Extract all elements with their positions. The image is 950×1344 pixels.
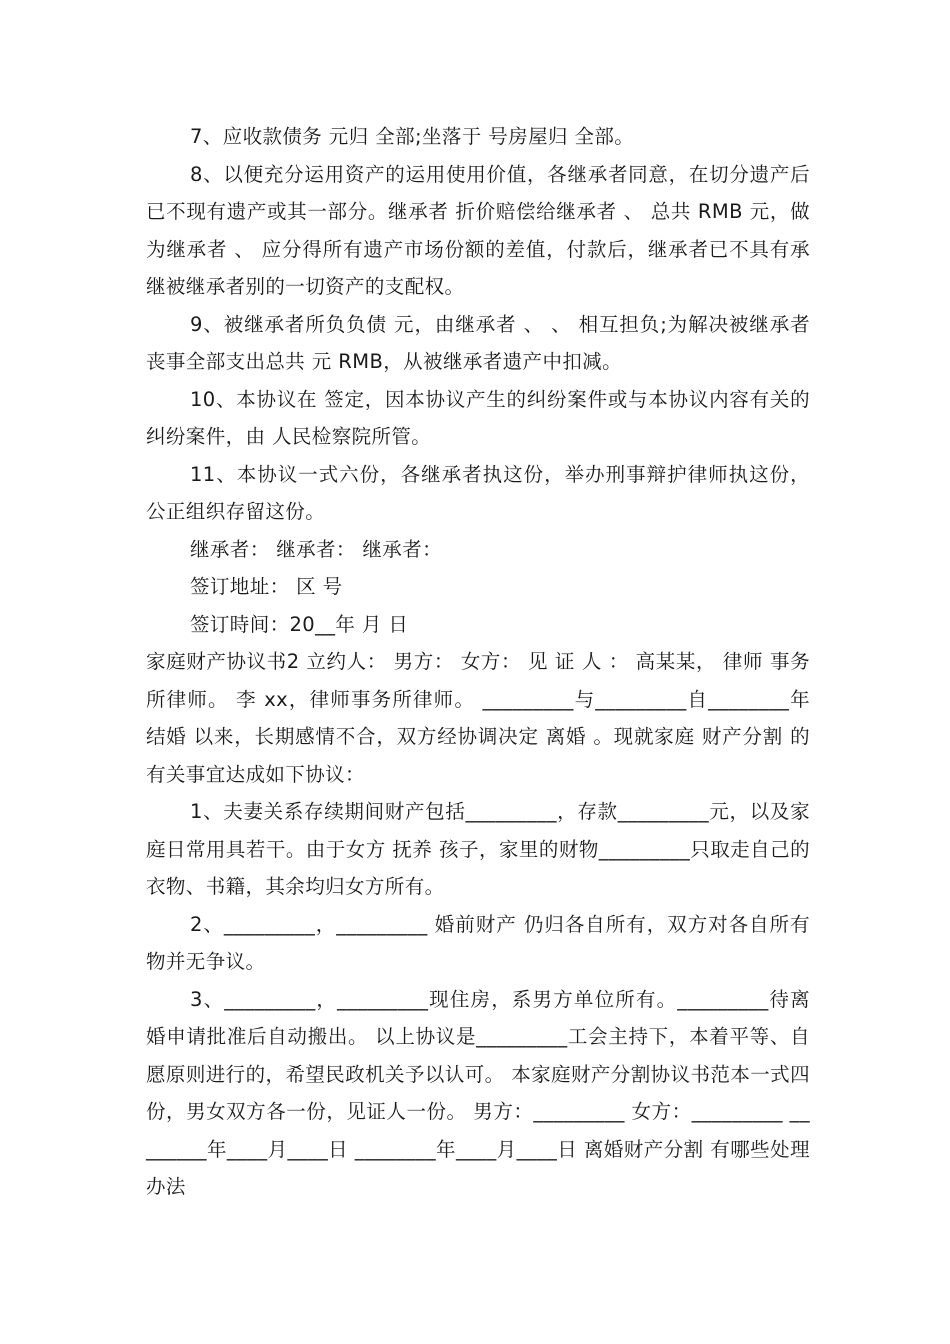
clause-7: 7、应收款债务 元归 全部;坐落于 号房屋归 全部。 — [190, 125, 635, 148]
signatories-line: 继承者： 继承者： 继承者： — [190, 537, 442, 561]
clause-10: 10、本协议在 签定，因本协议产生的纠纷案件或与本协议内容有关的纠纷案件，由 人民检察院所管。 — [146, 387, 810, 448]
document-body — [146, 118, 810, 1206]
clause-8: 8、以便充分运用资产的运用使用价值，各继承者同意，在切分遗产后已不现有遗产或其一部分。继承者 折价赔偿给继承者 、 总共 RMB 元，做为继承者 、 应分得所有遗产市场份额的差值，付款后，继承者已不具有承继被继承者别的一切资产的支配权。 — [146, 162, 810, 298]
clause-9: 9、被继承者所负负债 元，由继承者 、 、 相互担负;为解决被继承者丧事全部支出总共 元 RMB，从被继承者遗产中扣减。 — [146, 312, 810, 373]
agreement-2-clause-2: 2、_________，_________ 婚前财产 仍归各自所有，双方对各自所有物并无争议。 — [146, 912, 810, 973]
agreement-2-clause-3: 3、_________，_________现住房，系男方单位所有。_________待离婚申请批准后自动搬出。 以上协议是_________工会主持下，本着平等、自愿原则进行的，希望民政机关予以认可。 本家庭财产分割协议书范本一式四份，男女双方各一份，见证人一份。 男方：_________ 女方：_________ ________年____月____日 ________年____月____日 离婚财产分割 有哪些处理办法 — [146, 987, 810, 1198]
agreement-2-clause-1: 1、夫妻关系存续期间财产包括_________，存款_________元，以及家庭日常用具若干。由于女方 抚养 孩子，家里的财物_________只取走自己的衣物、书籍，其余均归女方所有。 — [146, 800, 810, 898]
clause-11: 11、本协议一式六份，各继承者执这份，举办刑事辩护律师执这份，公正组织存留这份。 — [146, 462, 810, 523]
agreement-2-intro: 家庭财产协议书2 立约人： 男方： 女方： 见 证 人 ： 高某某， 律师 事务所律师。 李 xx，律师事务所律师。 _________与_________自________年 结婚 以来，长期感情不合，双方经协调决定 离婚 。现就家庭 财产分割 的有关事宜达成如下协议： — [146, 650, 810, 786]
signing-date-line: 签订時间：20__年 月 日 — [190, 612, 409, 636]
signing-address-line: 签订地址： 区 号 — [190, 575, 343, 598]
